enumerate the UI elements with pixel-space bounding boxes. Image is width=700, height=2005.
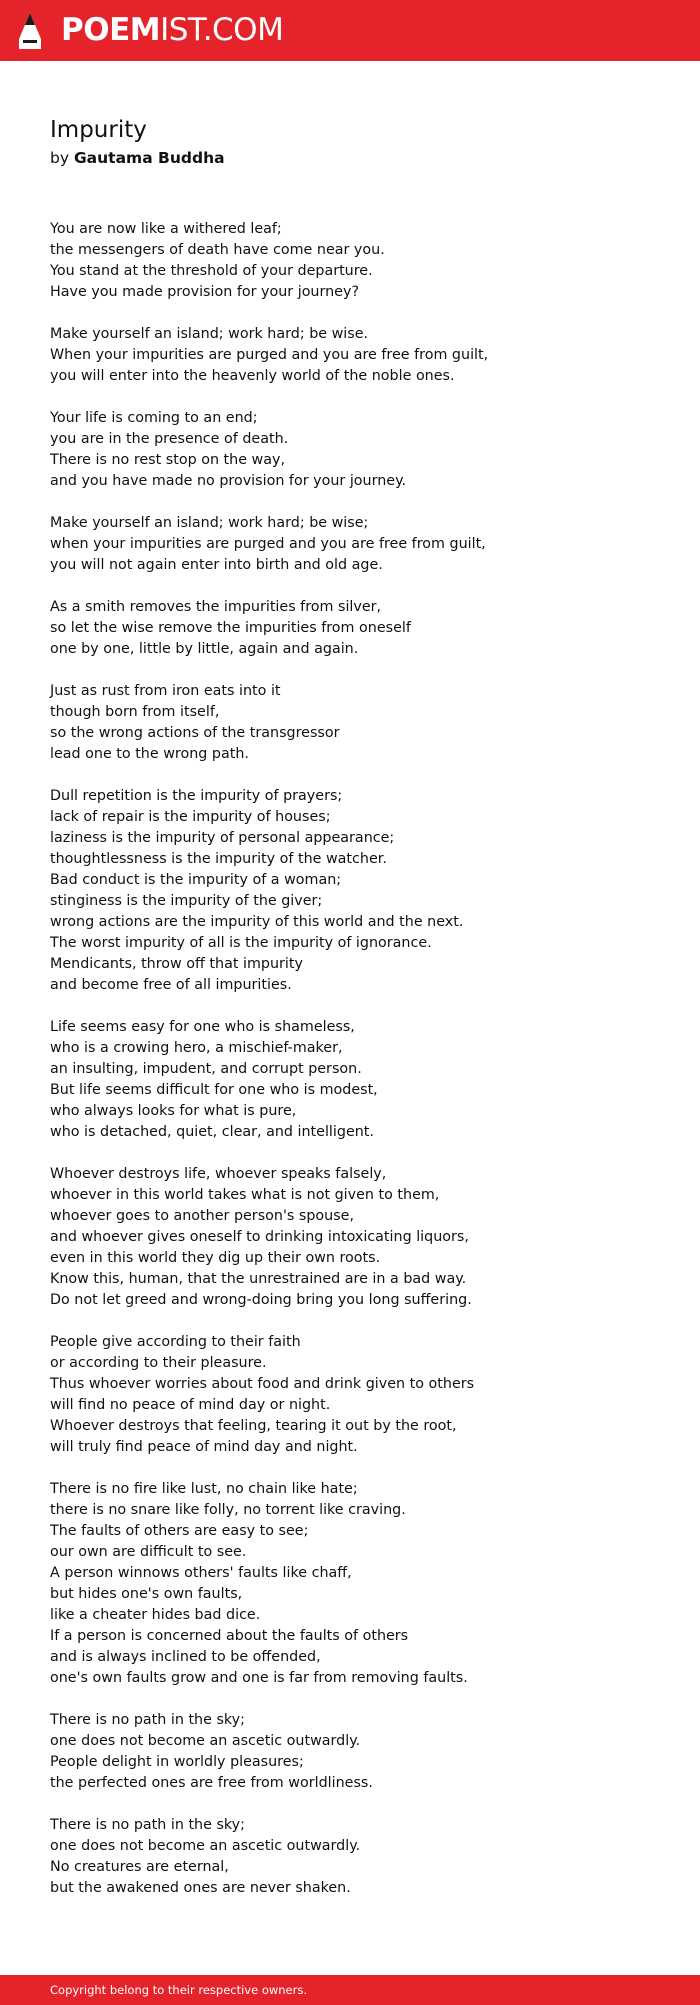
poem-line: A person winnows others' faults like chaff, (50, 1565, 352, 1581)
pencil-icon[interactable] (18, 12, 42, 50)
copyright-text: Copyright belong to their respective owners. (50, 1983, 308, 1997)
poem-line: and is always inclined to be offended, (50, 1649, 321, 1665)
poem-line: Mendicants, throw off that impurity (50, 956, 303, 972)
poem-line: when your impurities are purged and you are free from guilt, (50, 536, 486, 552)
poem-line: You are now like a withered leaf; (50, 221, 282, 237)
poem-line: Dull repetition is the impurity of prayers; (50, 788, 343, 804)
poem-line: Your life is coming to an end; (50, 410, 258, 426)
poem-line: but the awakened ones are never shaken. (50, 1880, 351, 1896)
poem-line: People give according to their faith (50, 1334, 301, 1350)
poem-line: who is detached, quiet, clear, and intelligent. (50, 1124, 374, 1140)
poem-line: one does not become an ascetic outwardly. (50, 1838, 361, 1854)
poem-line: There is no fire like lust, no chain like hate; (50, 1481, 358, 1497)
poem-line: our own are difficult to see. (50, 1544, 247, 1560)
poem-line: you will not again enter into birth and old age. (50, 557, 383, 573)
poem-line: If a person is concerned about the faults of others (50, 1628, 409, 1644)
poem-line: or according to their pleasure. (50, 1355, 267, 1371)
stanza (50, 681, 670, 765)
poem-title: Impurity (50, 117, 147, 143)
site-header (0, 0, 700, 61)
poem-line: the messengers of death have come near you. (50, 242, 385, 258)
poem-line: there is no snare like folly, no torrent like craving. (50, 1502, 406, 1518)
stanza (50, 786, 670, 996)
logo-text-bold: POEM (61, 12, 161, 48)
byline (50, 146, 225, 170)
poem-line: so the wrong actions of the transgressor (50, 725, 340, 741)
poem-line: wrong actions are the impurity of this world and the next. (50, 914, 464, 930)
poem-line: People delight in worldly pleasures; (50, 1754, 304, 1770)
poem-line: and whoever gives oneself to drinking intoxicating liquors, (50, 1229, 469, 1245)
stanza (50, 1815, 670, 1899)
poem-line: Know this, human, that the unrestrained are in a bad way. (50, 1271, 467, 1287)
stanza (50, 324, 670, 387)
poem-line: though born from itself, (50, 704, 220, 720)
poem-line: Whoever destroys life, whoever speaks falsely, (50, 1166, 387, 1182)
poem-line: Just as rust from iron eats into it (50, 683, 281, 699)
poem-line: one by one, little by little, again and again. (50, 641, 359, 657)
stanza (50, 1710, 670, 1794)
poem-line: Make yourself an island; work hard; be wise; (50, 515, 369, 531)
poem-line: whoever in this world takes what is not given to them, (50, 1187, 440, 1203)
poem-line: who is a crowing hero, a mischief-maker, (50, 1040, 343, 1056)
poem-line: one does not become an ascetic outwardly. (50, 1733, 361, 1749)
author-name: Gautama Buddha (73, 149, 225, 167)
poem-line: one's own faults grow and one is far from removing faults. (50, 1670, 468, 1686)
stanza (50, 408, 670, 492)
poem-line: The faults of others are easy to see; (50, 1523, 309, 1539)
poem-line: will find no peace of mind day or night. (50, 1397, 331, 1413)
poem-line: There is no path in the sky; (50, 1817, 245, 1833)
poem-line: As a smith removes the impurities from silver, (50, 599, 382, 615)
poem-line: who always looks for what is pure, (50, 1103, 297, 1119)
poem-body (50, 219, 670, 1920)
poem-line: you will enter into the heavenly world of the noble ones. (50, 368, 455, 384)
poem-line: No creatures are eternal, (50, 1859, 229, 1875)
poem-line: lead one to the wrong path. (50, 746, 249, 762)
poem-line: stinginess is the impurity of the giver; (50, 893, 323, 909)
poem-line: But life seems difficult for one who is modest, (50, 1082, 378, 1098)
poem-line: so let the wise remove the impurities from oneself (50, 620, 411, 636)
poem-line: but hides one's own faults, (50, 1586, 243, 1602)
poem-line: thoughtlessness is the impurity of the watcher. (50, 851, 387, 867)
poem-line: Thus whoever worries about food and drink given to others (50, 1376, 475, 1392)
poem-line: the perfected ones are free from worldliness. (50, 1775, 373, 1791)
poem-line: and you have made no provision for your journey. (50, 473, 407, 489)
logo-text-light: IST.COM (160, 12, 284, 48)
poem-line: Make yourself an island; work hard; be wise. (50, 326, 369, 342)
poem-line: laziness is the impurity of personal appearance; (50, 830, 395, 846)
poem-line: lack of repair is the impurity of houses; (50, 809, 331, 825)
by-label: by (50, 149, 70, 167)
stanza (50, 513, 670, 576)
poem-line: even in this world they dig up their own roots. (50, 1250, 381, 1266)
poem-line: Life seems easy for one who is shameless, (50, 1019, 355, 1035)
site-logo[interactable] (61, 10, 283, 50)
poem-line: Do not let greed and wrong-doing bring you long suffering. (50, 1292, 472, 1308)
poem-line: There is no path in the sky; (50, 1712, 245, 1728)
poem-line: Bad conduct is the impurity of a woman; (50, 872, 342, 888)
stanza (50, 1164, 670, 1311)
stanza (50, 219, 670, 303)
poem-line: an insulting, impudent, and corrupt person. (50, 1061, 362, 1077)
poem-line: Whoever destroys that feeling, tearing it out by the root, (50, 1418, 457, 1434)
poem-line: Have you made provision for your journey? (50, 284, 360, 300)
poem-line: like a cheater hides bad dice. (50, 1607, 261, 1623)
stanza (50, 597, 670, 660)
poem-line: whoever goes to another person's spouse, (50, 1208, 354, 1224)
poem-line: There is no rest stop on the way, (50, 452, 286, 468)
poem-line: you are in the presence of death. (50, 431, 289, 447)
poem-line: You stand at the threshold of your departure. (50, 263, 373, 279)
poem-line: When your impurities are purged and you are free from guilt, (50, 347, 489, 363)
stanza (50, 1479, 670, 1689)
poem-line: The worst impurity of all is the impurity of ignorance. (50, 935, 432, 951)
poem-line: will truly find peace of mind day and night. (50, 1439, 358, 1455)
site-footer (0, 1975, 700, 2005)
stanza (50, 1017, 670, 1143)
stanza (50, 1332, 670, 1458)
poem-line: and become free of all impurities. (50, 977, 292, 993)
